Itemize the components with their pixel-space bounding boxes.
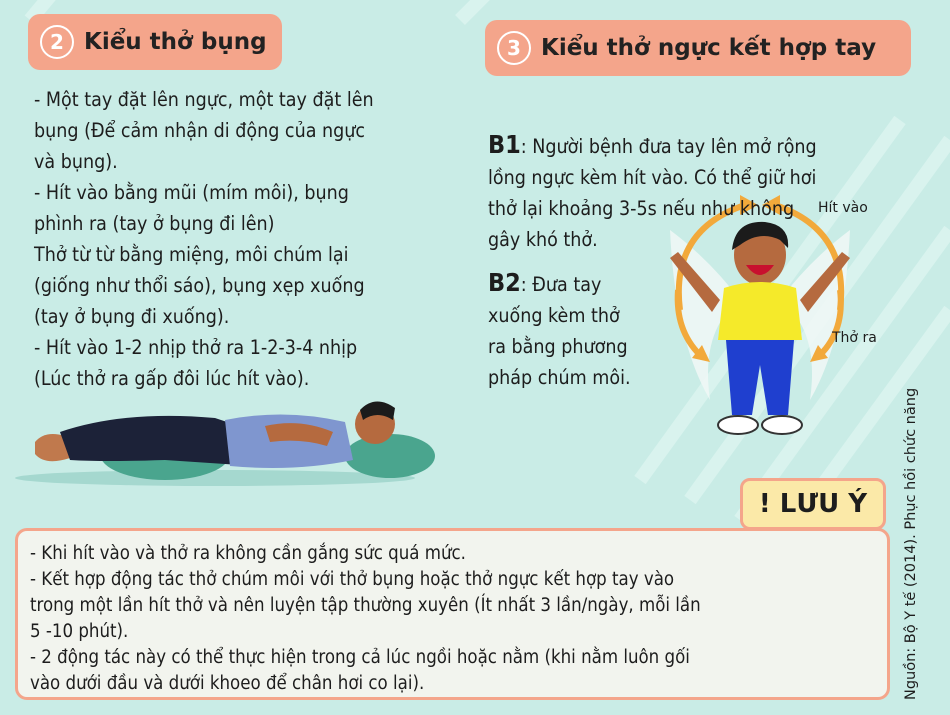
step-b2-text: : Đưa tay xuống kèm thở ra bằng phương pháp chúm môi. xyxy=(488,273,631,389)
note-text: - Khi hít vào và thở ra không cần gắng sức quá mức. - Kết hợp động tác thở chúm môi với thở bụng hoặc thở ngực kết hợp tay vào trong một lần hít thở và nên luyện tập thường xuyên (Ít nhất 3 lần/ngày, mỗi lần 5 -10 phút). - 2 động tác này có thể thực hiện trong cả lúc ngồi hoặc nằm (khi nằm luôn gối vào dưới đầu và dưới khoeo để chân hơi co lại). xyxy=(30,543,701,694)
section2-header xyxy=(28,14,282,70)
note-heading: ! LƯU Ý xyxy=(740,478,886,530)
section3-number: 3 xyxy=(497,31,531,65)
section2-title: Kiểu thở bụng xyxy=(84,29,267,55)
section2-text: - Một tay đặt lên ngực, một tay đặt lên bụng (Để cảm nhận di động của ngực và bụng). - Hít vào bằng mũi (mím môi), bụng phình ra (tay ở bụng đi lên) Thở từ từ bằng miệng, môi chúm lại (giống như thổi sáo), bụng xẹp xuống (tay ở bụng đi xuống). - Hít vào 1-2 nhịp thở ra 1-2-3-4 nhịp (Lúc thở ra gấp đôi lúc hít vào). xyxy=(34,88,374,390)
lying-person-illustration xyxy=(15,380,445,490)
inhale-label: Hít vào xyxy=(818,200,868,216)
exhale-label: Thở ra xyxy=(832,330,877,346)
step-b2-label: B2 xyxy=(488,268,521,297)
step-b1 xyxy=(488,98,888,255)
step-b1-text: : Người bệnh đưa tay lên mở rộng lồng ngực kèm hít vào. Có thể giữ hơi thở lại khoảng 3-5s nếu như không gây khó thở. xyxy=(488,135,817,251)
note-box xyxy=(15,528,890,700)
section2-number: 2 xyxy=(40,25,74,59)
section3-title: Kiểu thở ngực kết hợp tay xyxy=(541,35,877,61)
section3-header xyxy=(485,20,911,76)
step-b1-label: B1 xyxy=(488,130,521,159)
source-credit: Nguồn: Bộ Y tế (2014). Phục hồi chức năng xyxy=(903,387,919,700)
step-b2 xyxy=(488,236,668,393)
